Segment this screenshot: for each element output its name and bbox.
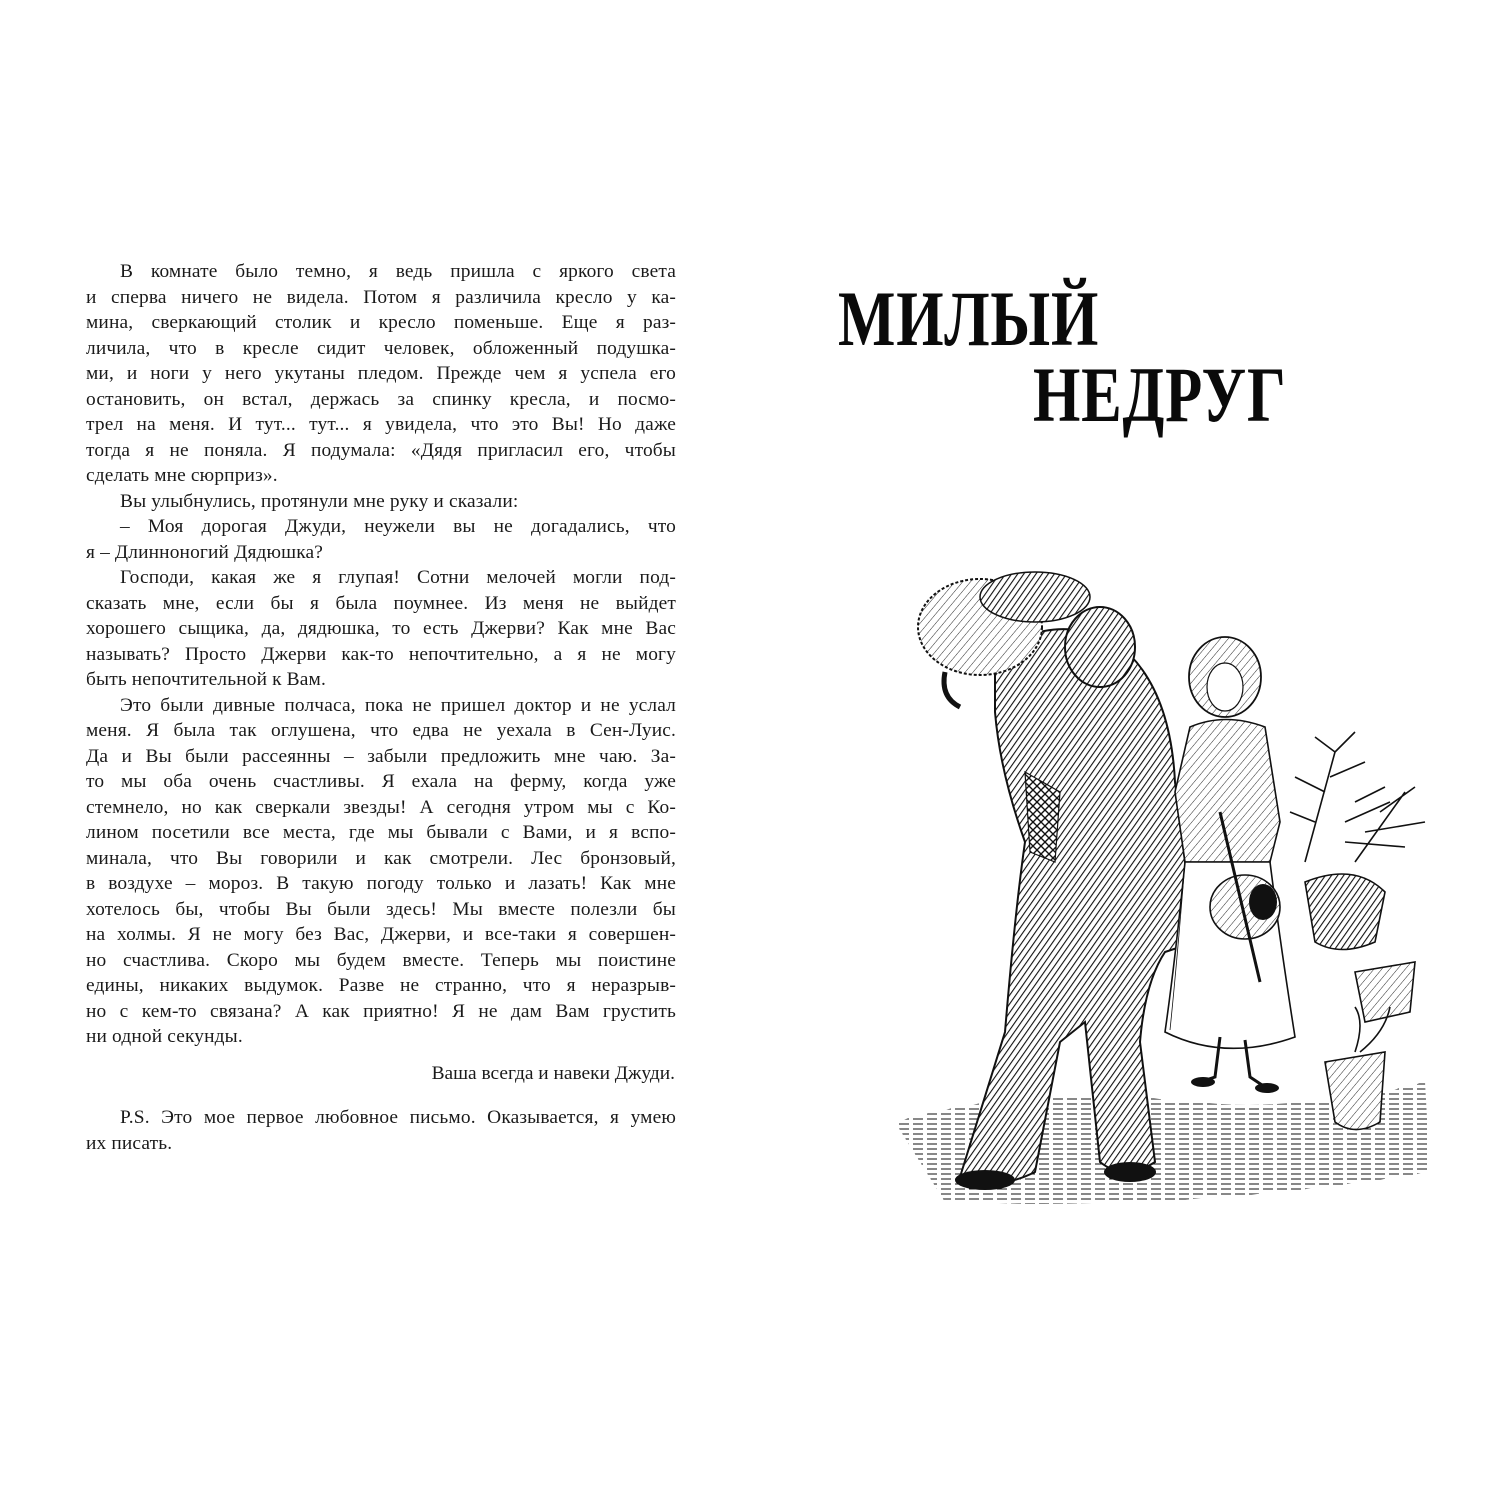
text-line: на холмы. Я не могу без Вас, Джерви, и все-таки я совершен- [86,924,676,945]
text-line: то мы оба очень счастливы. Я ехала на ферму, когда уже [86,771,676,792]
chapter-illustration [885,562,1445,1234]
text-line: в воздухе – мороз. В такую погоду только и лазать! Как мне [86,873,676,894]
text-line: едины, никаких выдумок. Разве не странно, что я неразрыв- [86,975,676,996]
text-line: – Моя дорогая Джуди, неужели вы не догадались, что [120,516,676,537]
text-line: остановить, он встал, держась за спинку кресла, и посмо- [86,388,676,410]
text-line: лином посетили все места, где мы бывали с Вами, и я вспо- [86,822,676,843]
text-line: Господи, какая же я глупая! Сотни мелочей могли под- [120,567,676,588]
text-line: сделать мне сюрприз». [86,465,278,486]
postscript-line: их писать. [86,1132,173,1154]
text-line: В комнате было темно, я ведь пришла с яркого света [120,261,676,282]
text-line: тогда я не поняла. Я подумала: «Дядя пригласил его, чтобы [86,439,676,461]
text-line: трел на меня. И тут... тут... я увидела, что это Вы! Но даже [86,414,676,435]
text-line: я – Длинноногий Дядюшка? [86,541,324,563]
text-line: но счастлива. Скоро мы будем вместе. Теперь мы поистине [86,949,676,971]
chapter-title-line-2: НЕДРУГ [1033,351,1287,438]
text-line: хотелось бы, чтобы Вы были здесь! Мы вместе полезли бы [86,898,676,920]
text-line: ни одной секунды. [86,1026,243,1047]
text-line: быть непочтительной к Вам. [86,669,326,690]
text-line: мина, сверкающий столик и кресло поменьше. Еще я раз- [86,312,676,333]
man-head [1065,607,1135,687]
chapter-title-line-1: МИЛЫЙ [838,275,1100,362]
text-line: Вы улыбнулись, протянули мне руку и сказали: [120,490,519,512]
letter-signature: Ваша всегда и навеки Джуди. [431,1062,675,1084]
text-line: стемнело, но как сверкали звезды! А сегодня утром мы с Ко- [86,796,676,818]
text-line: называть? Просто Джерви как-то непочтительно, а я не могу [86,643,676,665]
potted-plants [1290,732,1425,1130]
text-line: ми, и ноги у него укутаны пледом. Прежде чем я успела его [86,363,676,384]
text-line: сказать мне, если бы я была поумнее. Из меня не выйдет [86,592,676,614]
text-line: меня. Я была так оглушена, что едва не уехала в Сен-Луис. [86,720,676,741]
text-line: минала, что Вы говорили и как смотрели. Лес бронзовый, [86,847,676,869]
text-line: личила, что в кресле сидит человек, обложенный подушка- [86,337,676,359]
postscript [86,1105,676,1156]
text-line: Да и Вы были рассеянны – забыли предложить мне чаю. За- [86,745,676,767]
text-line: но с кем-то связана? А как приятно! Я не дам Вам грустить [86,1000,676,1022]
left-page-text [86,259,676,1156]
text-line: и сперва ничего не видела. Потом я различила кресло у ка- [86,286,676,308]
postscript-line: P.S. Это мое первое любовное письмо. Оказывается, я умею [120,1107,676,1128]
text-line: хорошего сыщика, да, дядюшка, то есть Джерви? Как мне Вас [86,618,676,639]
woman-figure [1165,637,1295,1093]
text-line: Это были дивные полчаса, пока не пришел доктор и не услал [120,694,676,716]
